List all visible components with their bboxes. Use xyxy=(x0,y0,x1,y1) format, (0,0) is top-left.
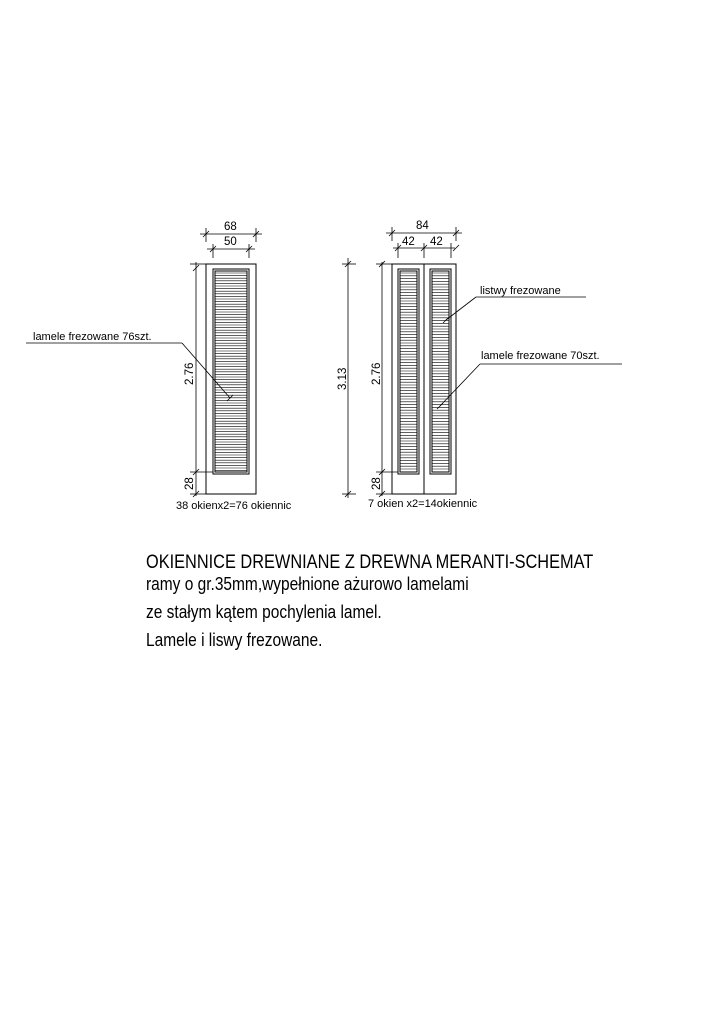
right-shutter-slats-right xyxy=(432,273,449,469)
right-width-left: 42 xyxy=(402,236,415,248)
right-right-panel-outer xyxy=(430,269,451,474)
notes-line-1: ramy o gr.35mm,wypełnione ażurowo lamelami xyxy=(146,574,469,594)
right-strip-label: listwy frezowane xyxy=(480,285,561,297)
right-quantity: 7 okien x2=14okiennic xyxy=(368,498,478,510)
right-slat-leader xyxy=(437,364,622,409)
right-width-outer: 84 xyxy=(416,220,429,232)
right-strip-leader xyxy=(443,297,586,323)
left-shutter-slats xyxy=(215,273,247,471)
notes-line-3: Lamele i liswy frezowane. xyxy=(146,630,323,650)
notes-title: OKIENNICE DREWNIANE Z DREWNA MERANTI-SCHEMAT xyxy=(146,552,594,573)
left-quantity: 38 okienx2=76 okiennic xyxy=(176,500,292,512)
right-shutter xyxy=(392,264,456,494)
right-shutter-slats-left xyxy=(400,273,417,469)
right-slat-label: lamele frezowane 70szt. xyxy=(481,350,600,362)
left-width-inner: 50 xyxy=(224,236,237,248)
left-width-outer: 68 xyxy=(224,221,237,233)
right-width-right: 42 xyxy=(430,236,443,248)
description-notes xyxy=(146,552,666,651)
left-height-dim: 2.76 xyxy=(184,362,196,385)
right-height-dim: 2.76 xyxy=(371,362,383,385)
left-slat-leader xyxy=(26,343,233,401)
right-left-panel-outer xyxy=(398,269,419,474)
notes-line-2: ze stałym kątem pochylenia lamel. xyxy=(146,602,382,622)
left-slat-label: lamele frezowane 76szt. xyxy=(33,331,152,343)
left-bottom-dim: 28 xyxy=(184,477,196,490)
right-bottom-dim: 28 xyxy=(371,477,383,490)
right-total-height-dim: 3.13 xyxy=(337,367,349,390)
